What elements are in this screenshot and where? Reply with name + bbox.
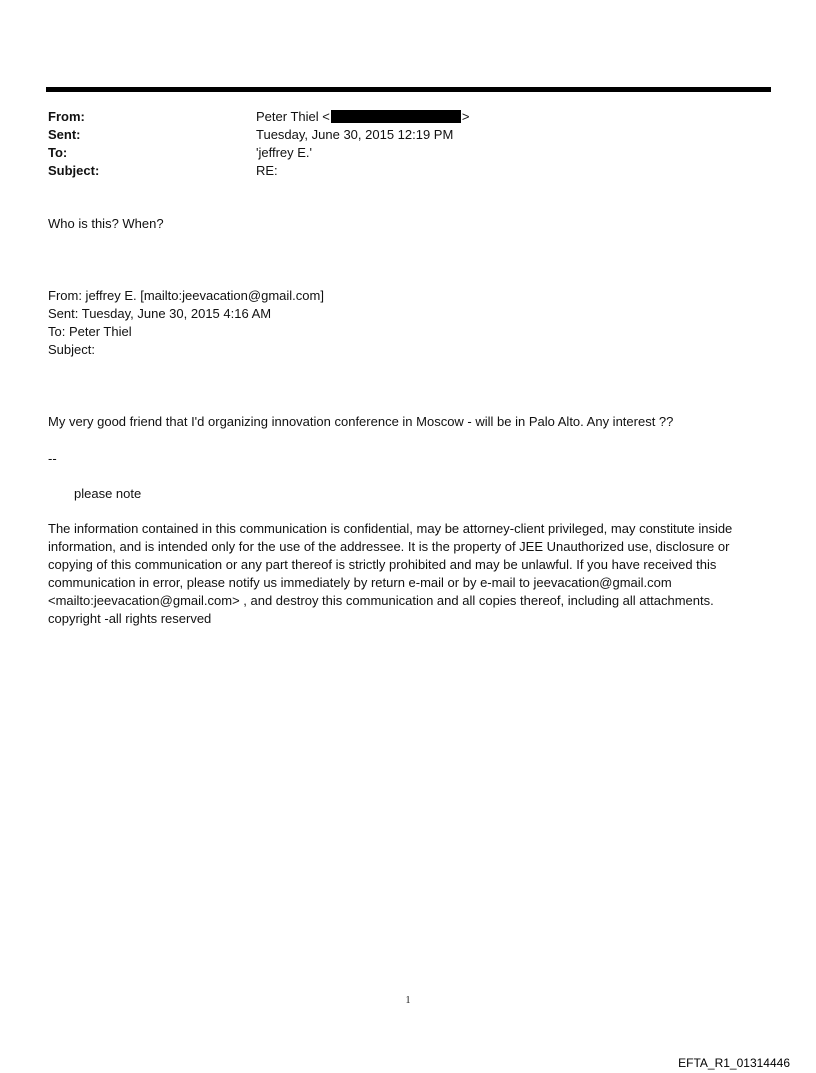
disclaimer: The information contained in this communication is confidential, may be attorney-client privileged, may constitute inside information, and is intended only for the use of the addressee. It is the property of JEE Unauthorized use, disclosure or copying of this communication or any part thereof is strictly prohibited and may be unlawful. If you have received this communication in error, please notify us immediately by return e-mail or by e-mail to jeevacation@gmail.com <mailto:jeevacation@gmail.com> , and destroy this communication and all copies thereof, including all attachments. copyright -all rights reserved — [48, 521, 733, 626]
reply-body: Who is this? When? — [48, 216, 164, 231]
forwarded-subject: Subject: — [48, 342, 95, 357]
redaction-block — [331, 110, 461, 123]
email-header — [48, 108, 748, 180]
page-number: 1 — [405, 995, 411, 1006]
subject-label: Subject: — [48, 163, 100, 178]
message-body: My very good friend that I'd organizing innovation conference in Moscow - will be in Palo Alto. Any interest ?? — [48, 414, 674, 429]
from-tail: > — [461, 109, 470, 124]
forwarded-sent: Sent: Tuesday, June 30, 2015 4:16 AM — [48, 306, 272, 321]
forwarded-to: To: Peter Thiel — [48, 324, 132, 339]
subject-row — [48, 162, 748, 180]
document-id: EFTA_R1_01314446 — [678, 1056, 790, 1070]
sent-row — [48, 126, 748, 144]
from-value — [256, 108, 748, 126]
sent-label: Sent: — [48, 127, 81, 142]
forwarded-from: From: jeffrey E. [mailto:jeevacation@gmail.com] — [48, 288, 324, 303]
from-label: From: — [48, 109, 85, 124]
header-rule — [46, 87, 771, 92]
signature-dashes: -- — [48, 451, 57, 466]
to-label: To: — [48, 145, 68, 160]
note-label: please note — [74, 486, 142, 501]
to-row — [48, 144, 748, 162]
to-value: 'jeffrey E.' — [256, 145, 313, 160]
forwarded-header — [48, 287, 324, 359]
subject-value: RE: — [256, 163, 278, 178]
sent-value: Tuesday, June 30, 2015 12:19 PM — [256, 127, 454, 142]
from-name: Peter Thiel < — [256, 109, 330, 124]
from-row — [48, 108, 748, 126]
